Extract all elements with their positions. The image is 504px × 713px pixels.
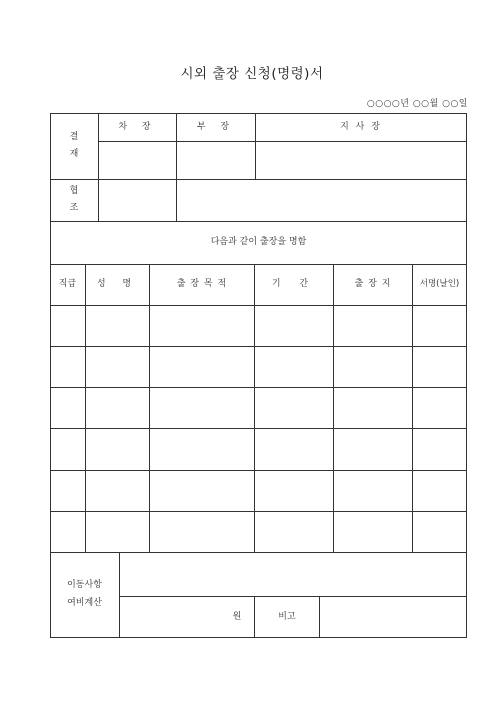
approval-header-manager: 부 장 xyxy=(196,121,236,132)
column-header-period: 기 간 xyxy=(271,279,317,290)
approval-label xyxy=(50,113,98,179)
border-bottom xyxy=(50,637,467,638)
approval-header-line xyxy=(98,141,467,142)
document-title: 시외 출장 신청(명령)서 xyxy=(180,66,324,82)
table-column-divider xyxy=(149,264,150,553)
table-row-line xyxy=(50,428,467,429)
table-column-divider xyxy=(333,264,334,553)
footer-label-travel-expense: 여비계산 xyxy=(67,597,102,608)
table-row-line xyxy=(50,470,467,471)
table-column-divider xyxy=(412,264,413,553)
column-header-name: 성 명 xyxy=(96,279,139,290)
cooperation-label-1: 협 xyxy=(69,185,79,196)
table-header-bottom-line xyxy=(50,305,467,306)
footer-divider xyxy=(119,552,120,638)
column-header-purpose: 출 장 목 적 xyxy=(176,279,228,290)
approval-label-2: 재 xyxy=(69,149,79,159)
cooperation-label xyxy=(50,179,98,221)
table-column-divider xyxy=(254,264,255,553)
currency-unit: 원 xyxy=(232,611,242,622)
table-row-line xyxy=(50,387,467,388)
footer-label xyxy=(50,552,119,637)
column-header-destination: 출 장 지 xyxy=(354,279,392,290)
remark-label: 비고 xyxy=(278,611,296,622)
date-line: ○○○○년 ○○월 ○○일 xyxy=(366,99,468,109)
column-header-signature: 서명(날인) xyxy=(419,278,460,289)
approval-label-1: 결 xyxy=(69,131,79,142)
table-column-divider xyxy=(85,264,86,553)
column-header-rank: 직급 xyxy=(58,279,77,290)
table-row-line xyxy=(50,511,467,512)
order-text: 다음과 같이 출장을 명함 xyxy=(210,237,307,248)
approval-bottom-line xyxy=(50,179,467,180)
footer-remark-divider xyxy=(319,596,320,638)
footer-label-movement: 이동사항 xyxy=(67,580,102,591)
border-right xyxy=(466,113,467,638)
approval-header-branch-head: 지 사 장 xyxy=(340,121,382,132)
table-row-line xyxy=(50,346,467,347)
approval-header-vice-manager: 차 장 xyxy=(118,121,157,132)
cooperation-label-2: 조 xyxy=(69,203,79,213)
